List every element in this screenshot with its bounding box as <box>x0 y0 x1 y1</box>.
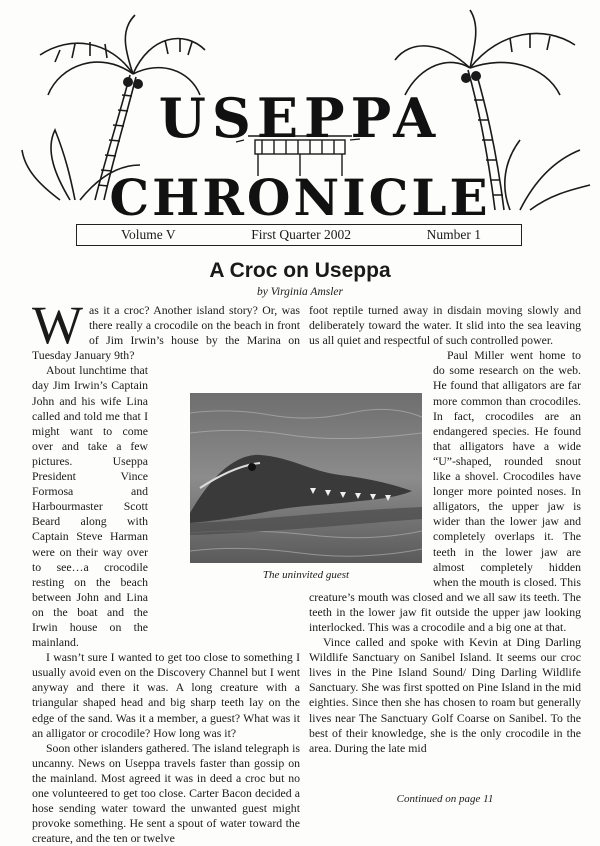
paragraph <box>32 295 300 363</box>
crocodile-photo <box>190 393 422 563</box>
photo-caption: The uninvited guest <box>262 569 350 581</box>
volume-label: Volume V <box>121 227 176 242</box>
paragraph-text: Paul Miller went home to do some research on the web. He found that alligators are far more common than crocodiles. In fact, crocodiles are an endangered species. He found that alligators have a wide “U”-shaped, rounded snout like a shovel. Crocodiles have longer more pointed noses. In alligators, the upper jaw is wider than the lower jaw and completely overlaps it. The teeth in the lower jaw are almost completely hidden when the mouth is closed. This creature’s mouth was closed and we all saw its teeth. The teeth in the lower jaw fit outside the upper jaw looking interlocked. This was a crocodile and a big one at that. <box>309 348 581 634</box>
paragraph: foot reptile turned away in disdain moving slowly and deliberately toward the water. It slid into the sea leaving us all quiet and respectful of such controlled power. <box>309 303 581 348</box>
drop-cap: W <box>32 295 83 355</box>
masthead-title-top: USEPPA <box>158 86 442 150</box>
paragraph: Vince called and spoke with Kevin at Ding Darling Wildlife Sanctuary on Sanibel Island. It seems our croc lives in the Pine Island Sound/ Ding Darling Wildlife Sanctuary. She was first spotted on Pine Island in the mid eighties. Since then she has chosen to roam but generally lives near The Sanctuary Golf Coarse on Sanibel. To the best of their knowledge, she is the only crocodile in the area. During the late mid <box>309 635 581 755</box>
paragraph: Soon other islanders gathered. The island telegraph is uncanny. News on Useppa travels faster than gossip on the mainland. Most agreed it was in deed a croc but no one volunteered to get too close. Carter Bacon decided a hose sending water toward the unwanted guest might provoke something. He sent a spout of water toward the creature, and the ten or twelve <box>32 740 300 846</box>
masthead-title-bottom: CHRONICLE <box>109 168 491 227</box>
paragraph-text: as it a croc? Another island story? Or, was there really a crocodile on the beach in front of Jim Irwin’s house by the Marina on Tuesday January 9th? <box>32 303 300 363</box>
paragraph-text: About lunchtime that day Jim Irwin’s Captain John and his wife Lina called and told me that I might want to come over and take a few pictures. Useppa President Vince Formosa and Harbourmaster Scott Beard along with Captain Steve Harman were on their way over to see…a crocodile resting on the beach between John and Lina on the boat and the Irwin house on the mainland. <box>32 363 148 650</box>
masthead <box>0 0 600 227</box>
article-byline: by Virginia Amsler <box>256 286 344 298</box>
issue-info-bar <box>76 224 522 246</box>
quarter-label: First Quarter 2002 <box>251 227 351 242</box>
number-label: Number 1 <box>426 227 481 242</box>
crocodile-photo-block <box>190 393 422 585</box>
paragraph: I wasn’t sure I wanted to get too close to something I usually avoid even on the Discovery Channel but I went anyway and there it was. A long creature with a triangular shaped head and big sharp teeth lay on the edge of the sand. Was it a member, a guest? What was it an alligator or crocodile? How long was it? <box>32 650 300 740</box>
article-title: A Croc on Useppa <box>209 259 391 282</box>
continued-note: Continued on page 11 <box>396 793 494 805</box>
